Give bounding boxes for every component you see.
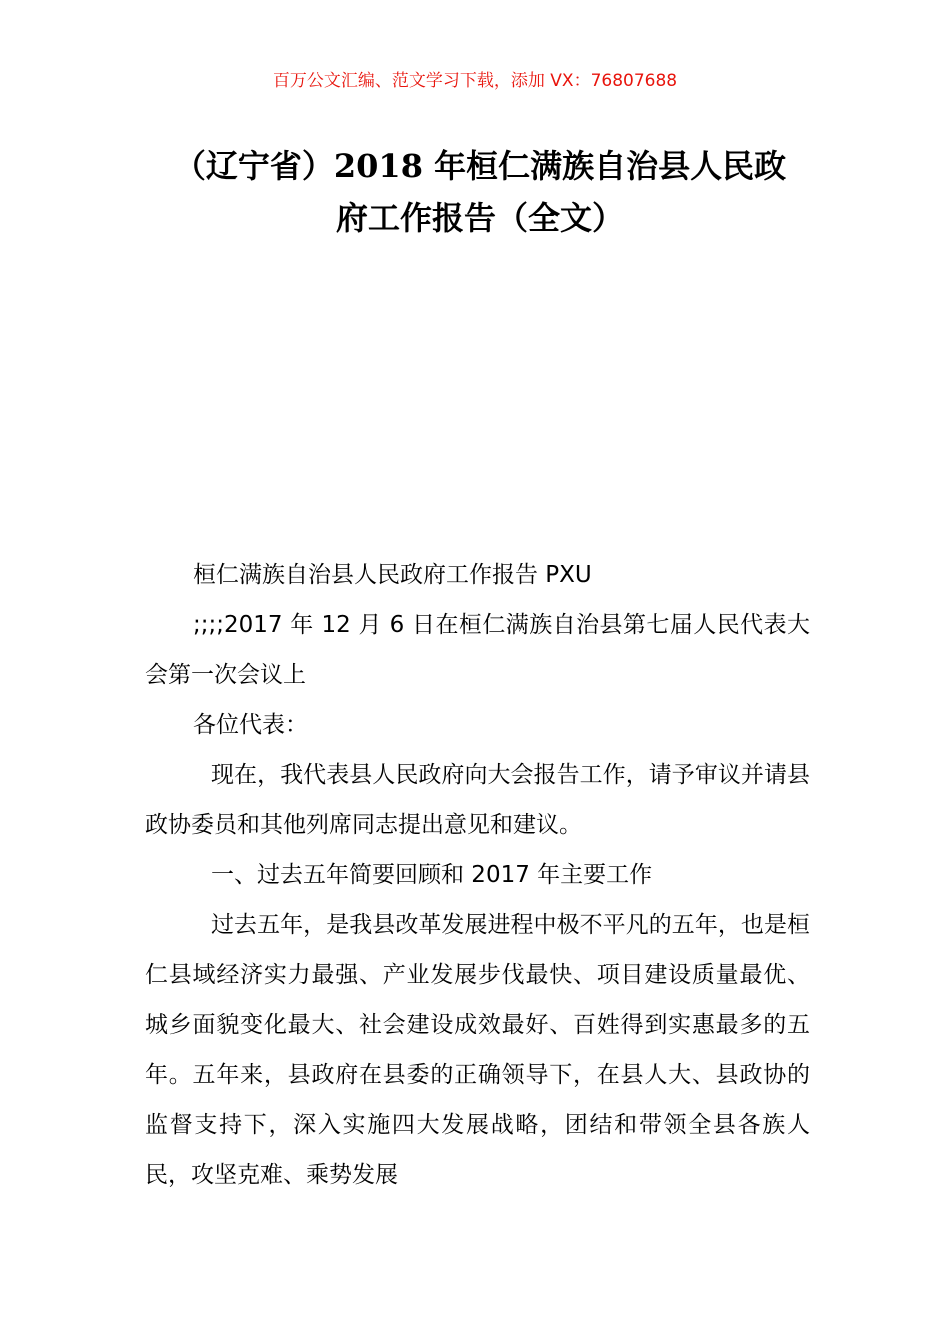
document-body <box>145 550 810 1200</box>
document-title <box>140 140 820 244</box>
watermark-header: 百万公文汇编、范文学习下载，添加 VX：76807688 <box>272 71 678 91</box>
intro-paragraph: 现在，我代表县人民政府向大会报告工作，请予审议并请县政协委员和其他列席同志提出意见和建议。 <box>145 762 810 838</box>
salutation-paragraph: 各位代表： <box>193 712 308 738</box>
title-line-1: （辽宁省）2018 年桓仁满族自治县人民政 <box>173 147 787 185</box>
section-heading-paragraph: 一、过去五年简要回顾和 2017 年主要工作 <box>211 862 653 888</box>
report-heading-paragraph: 桓仁满族自治县人民政府工作报告 PXU <box>193 562 592 588</box>
review-paragraph: 过去五年，是我县改革发展进程中极不平凡的五年，也是桓仁县域经济实力最强、产业发展步伐最快、项目建设质量最优、城乡面貌变化最大、社会建设成效最好、百姓得到实惠最多的五年。五年来，县政府在县委的正确领导下，在县人大、县政协的监督支持下，深入实施四大发展战略，团结和带领全县各族人民，攻坚克难、乘势发展 <box>145 912 810 1188</box>
meeting-date-paragraph: ;;;;2017 年 12 月 6 日在桓仁满族自治县第七届人民代表大会第一次会议上 <box>145 612 810 688</box>
title-line-2: 府工作报告（全文） <box>335 199 624 237</box>
